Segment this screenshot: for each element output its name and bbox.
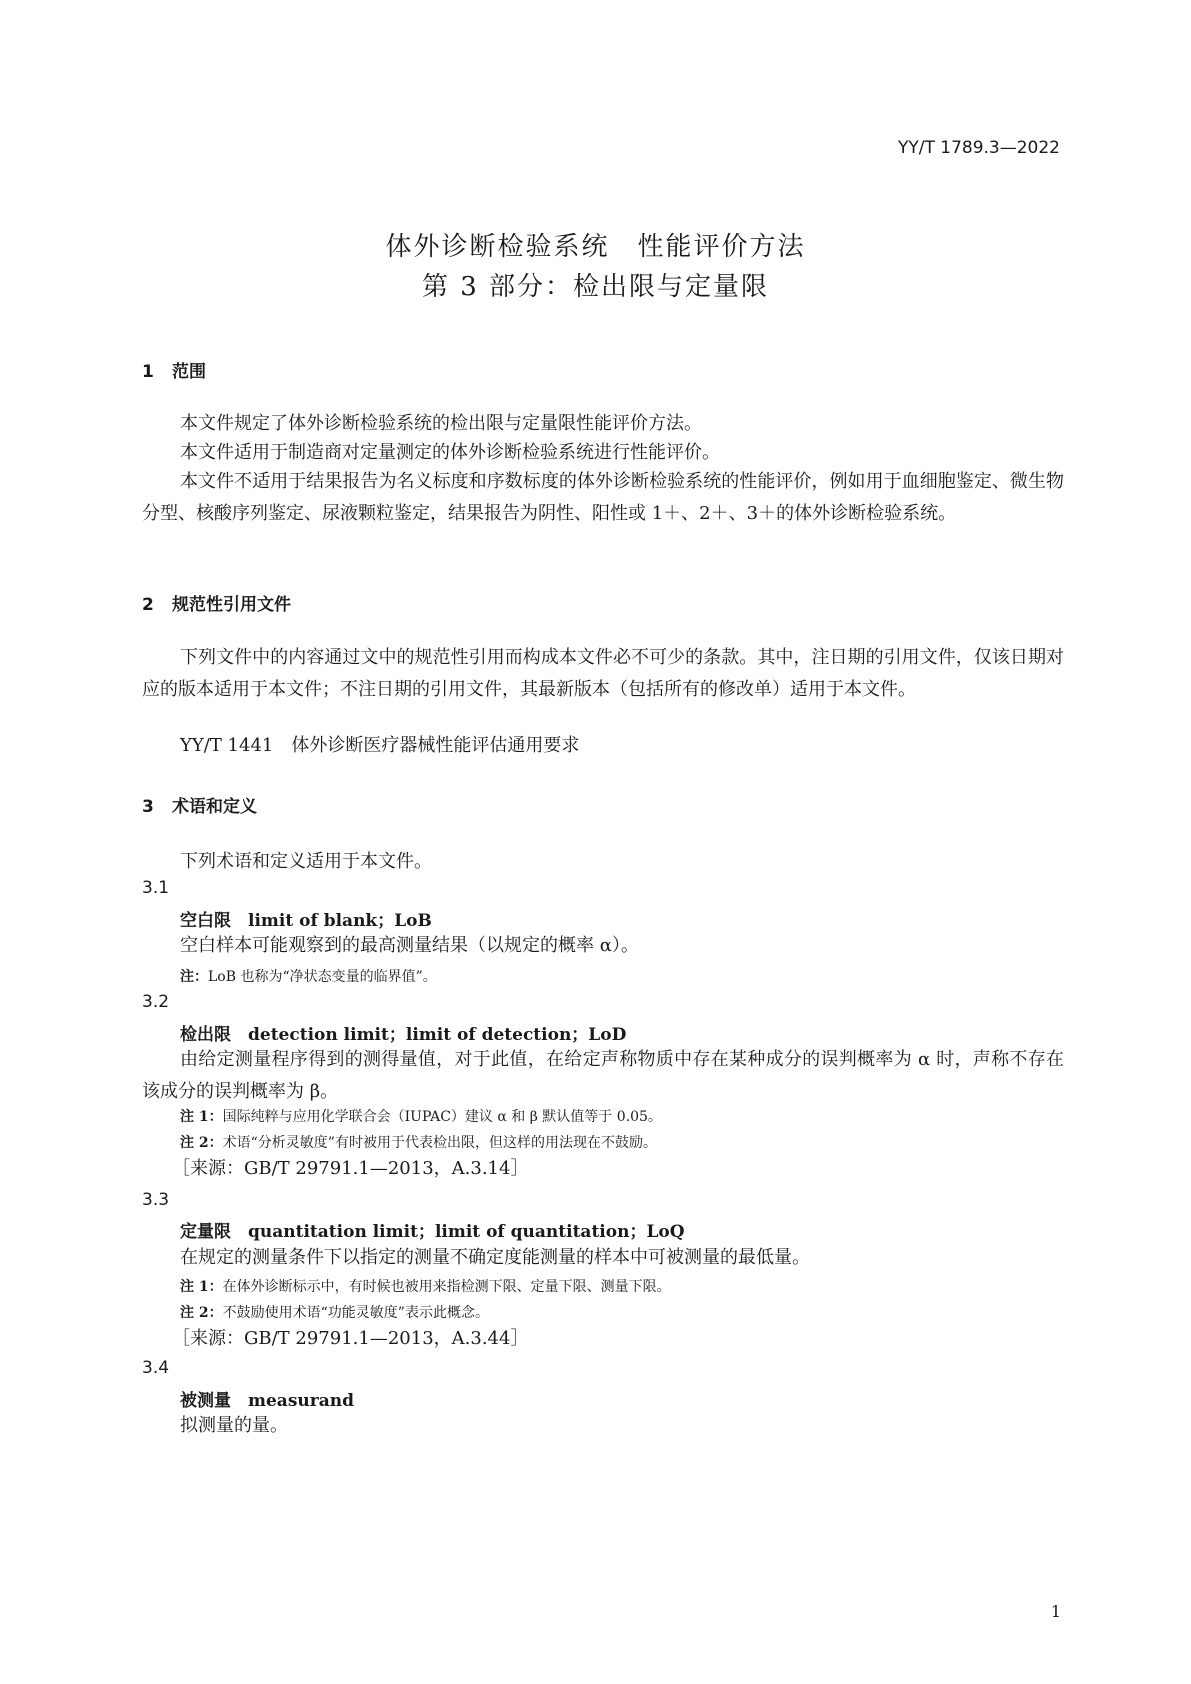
term-number: 3.2 [142, 992, 170, 1012]
term-name: 检出限 detection limit；limit of detection；LoD [180, 1025, 627, 1045]
section-2-heading [142, 590, 291, 615]
section-1-paragraph-3: 本文件不适用于结果报告为名义标度和序数标度的体外诊断检验系统的性能评价，例如用于血细胞鉴定、微生物分型、核酸序列鉴定、尿液颗粒鉴定，结果报告为阴性、阳性或 1＋、2＋、3＋的体外诊断检验系统。 [142, 471, 1064, 524]
term-source: ［来源：GB/T 29791.1—2013，A.3.14］ [172, 1158, 529, 1179]
term-note-1 [180, 1106, 662, 1126]
term-number: 3.3 [142, 1190, 170, 1210]
section-title: 范围 [172, 362, 206, 382]
note-label: 注 2： [180, 1135, 223, 1151]
note-text: 术语“分析灵敏度”有时被用于代表检出限，但这样的用法现在不鼓励。 [222, 1135, 657, 1151]
term-definition: 空白样本可能观察到的最高测量结果（以规定的概率 α）。 [180, 935, 639, 956]
term-note-1 [180, 1276, 671, 1296]
document-title-line1: 体外诊断检验系统 性能评价方法 [385, 232, 806, 262]
term-number: 3.1 [142, 878, 170, 898]
term-note-2 [180, 1302, 489, 1322]
normative-reference: YY/T 1441 体外诊断医疗器械性能评估通用要求 [180, 735, 580, 756]
section-3-heading [142, 792, 257, 817]
note-text: 国际纯粹与应用化学联合会（IUPAC）建议 α 和 β 默认值等于 0.05。 [222, 1109, 662, 1125]
page-number: 1 [1050, 1602, 1061, 1621]
section-title: 规范性引用文件 [172, 595, 291, 615]
note-label: 注： [180, 969, 208, 985]
section-1-heading [142, 357, 206, 382]
term-name: 被测量 measurand [180, 1391, 354, 1411]
section-2-paragraph-1: 下列文件中的内容通过文中的规范性引用而构成本文件必不可少的条款。其中，注日期的引用文件，仅该日期对应的版本适用于本文件；不注日期的引用文件，其最新版本（包括所有的修改单）适用于本文件。 [142, 647, 1064, 700]
section-number: 2 [142, 595, 154, 615]
note-text: 不鼓励使用术语“功能灵敏度”表示此概念。 [222, 1305, 489, 1321]
section-1-paragraph-1: 本文件规定了体外诊断检验系统的检出限与定量限性能评价方法。 [180, 413, 702, 434]
term-note [180, 966, 437, 986]
section-number: 3 [142, 797, 154, 817]
term-name: 定量限 quantitation limit；limit of quantitation；LoQ [180, 1222, 685, 1242]
section-3-intro: 下列术语和定义适用于本文件。 [180, 851, 432, 872]
term-definition: 由给定测量程序得到的测得量值，对于此值，在给定声称物质中存在某种成分的误判概率为 α 时，声称不存在该成分的误判概率为 β。 [142, 1049, 1064, 1102]
term-definition: 在规定的测量条件下以指定的测量不确定度能测量的样本中可被测量的最低量。 [180, 1247, 810, 1268]
note-text: 在体外诊断标示中，有时候也被用来指检测下限、定量下限、测量下限。 [222, 1279, 671, 1295]
term-definition: 拟测量的量。 [180, 1415, 288, 1436]
note-label: 注 2： [180, 1305, 223, 1321]
document-title-line2: 第 3 部分：检出限与定量限 [421, 272, 770, 302]
note-text: LoB 也称为“净状态变量的临界值”。 [208, 969, 437, 985]
section-number: 1 [142, 362, 154, 382]
note-label: 注 1： [180, 1279, 223, 1295]
section-1-paragraph-2: 本文件适用于制造商对定量测定的体外诊断检验系统进行性能评价。 [180, 442, 720, 463]
term-name: 空白限 limit of blank；LoB [180, 911, 432, 931]
term-note-2 [180, 1132, 657, 1152]
standard-id: YY/T 1789.3—2022 [897, 138, 1060, 158]
term-number: 3.4 [142, 1358, 170, 1378]
section-title: 术语和定义 [172, 797, 257, 817]
note-label: 注 1： [180, 1109, 223, 1125]
term-source: ［来源：GB/T 29791.1—2013，A.3.44］ [172, 1328, 529, 1349]
